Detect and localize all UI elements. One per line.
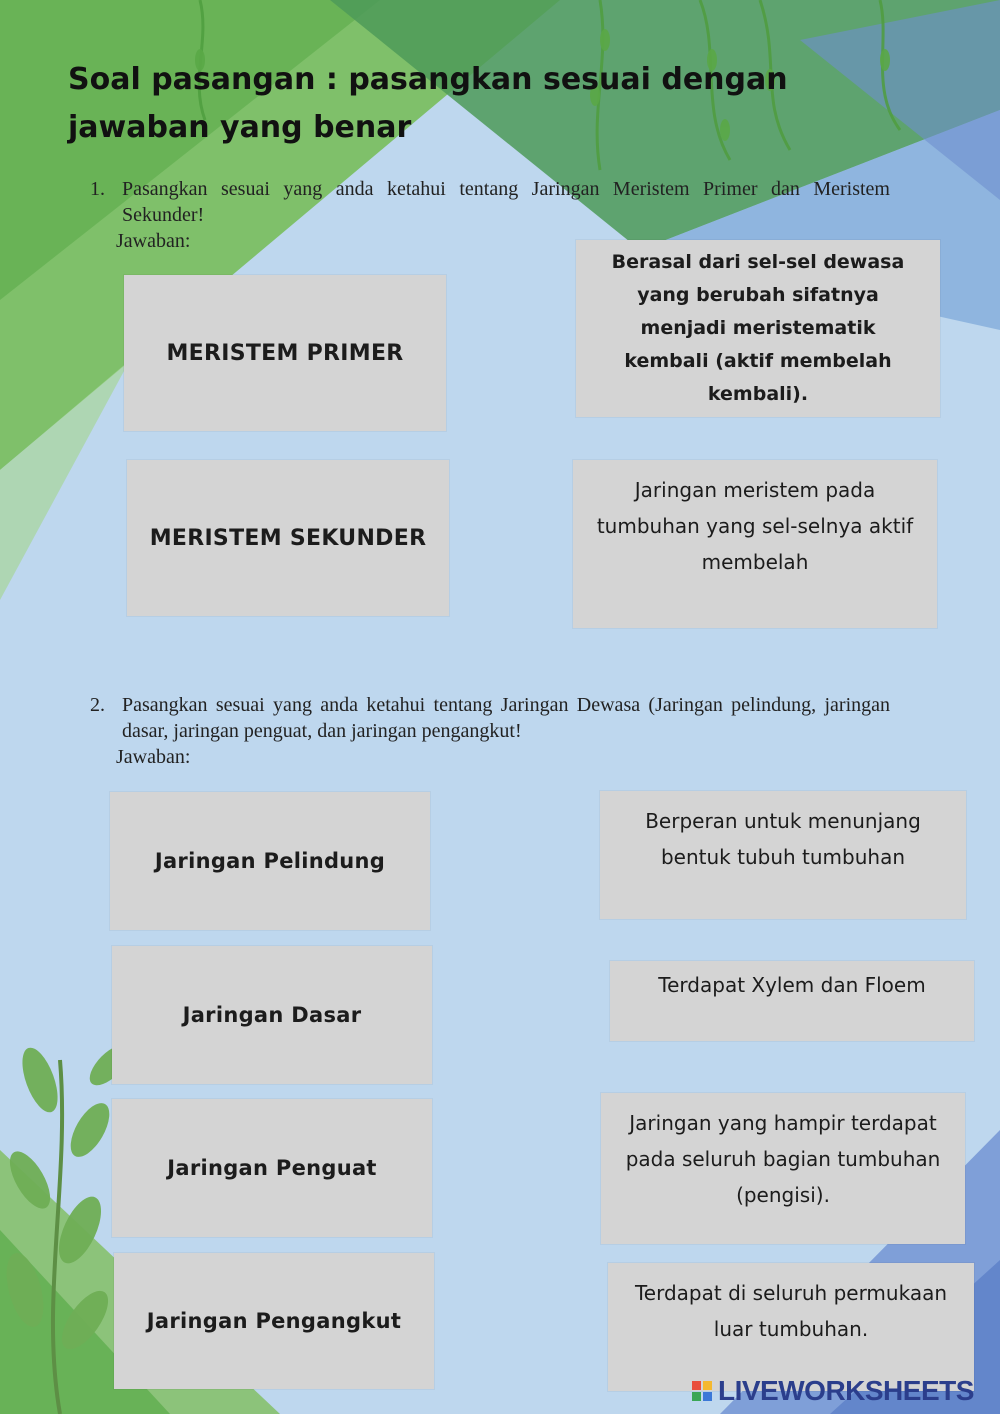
answer-label: Jawaban: <box>116 746 191 768</box>
definition-text: Berasal dari sel-sel dewasa yang berubah sifatnya menjadi meristematik kembali (aktif membelah kembali). <box>611 251 905 405</box>
term-card-meristem-sekunder[interactable] <box>127 460 449 616</box>
definition-text: Jaringan yang hampir terdapat pada seluruh bagian tumbuhan (pengisi). <box>625 1111 941 1207</box>
term-card-jaringan-penguat[interactable] <box>112 1099 432 1237</box>
term-label: MERISTEM SEKUNDER <box>149 525 427 551</box>
term-card-jaringan-pelindung[interactable] <box>110 792 430 930</box>
question-text: Pasangkan sesuai yang anda ketahui tentang Jaringan Dewasa (Jaringan pelindung, jaringan dasar, jaringan penguat, dan jaringan pengangkut! <box>122 694 890 742</box>
page-title: Soal pasangan : pasangkan sesuai dengan jawaban yang benar <box>68 62 788 145</box>
logo-icon <box>692 1381 712 1401</box>
question-text: Pasangkan sesuai yang anda ketahui tentang Jaringan Meristem Primer dan Meristem Sekunder! <box>122 178 890 226</box>
definition-text: Berperan untuk menunjang bentuk tubuh tumbuhan <box>645 809 921 869</box>
definition-card-3[interactable] <box>600 791 966 919</box>
liveworksheets-logo <box>692 1373 974 1409</box>
definition-card-5[interactable] <box>601 1093 965 1244</box>
answer-label: Jawaban: <box>116 230 191 252</box>
definition-text: Jaringan meristem pada tumbuhan yang sel-selnya aktif membelah <box>596 478 914 574</box>
term-label: MERISTEM PRIMER <box>166 340 404 366</box>
term-label: Jaringan Dasar <box>182 1003 362 1027</box>
question-number: 1. <box>90 178 105 200</box>
term-label: Jaringan Pengangkut <box>146 1309 402 1333</box>
term-card-jaringan-dasar[interactable] <box>112 946 432 1084</box>
definition-card-2[interactable] <box>573 460 937 628</box>
term-label: Jaringan Penguat <box>167 1156 377 1180</box>
definition-card-6[interactable] <box>608 1263 974 1391</box>
term-label: Jaringan Pelindung <box>154 849 386 873</box>
term-card-meristem-primer[interactable] <box>124 275 446 431</box>
term-card-jaringan-pengangkut[interactable] <box>114 1253 434 1389</box>
question-2 <box>90 692 890 770</box>
question-number: 2. <box>90 694 105 716</box>
definition-card-4[interactable] <box>610 961 974 1041</box>
definition-text: Terdapat Xylem dan Floem <box>658 973 926 997</box>
definition-card-1[interactable] <box>576 240 940 417</box>
definition-text: Terdapat di seluruh permukaan luar tumbuhan. <box>634 1281 948 1341</box>
logo-text: LIVEWORKSHEETS <box>718 1375 974 1406</box>
